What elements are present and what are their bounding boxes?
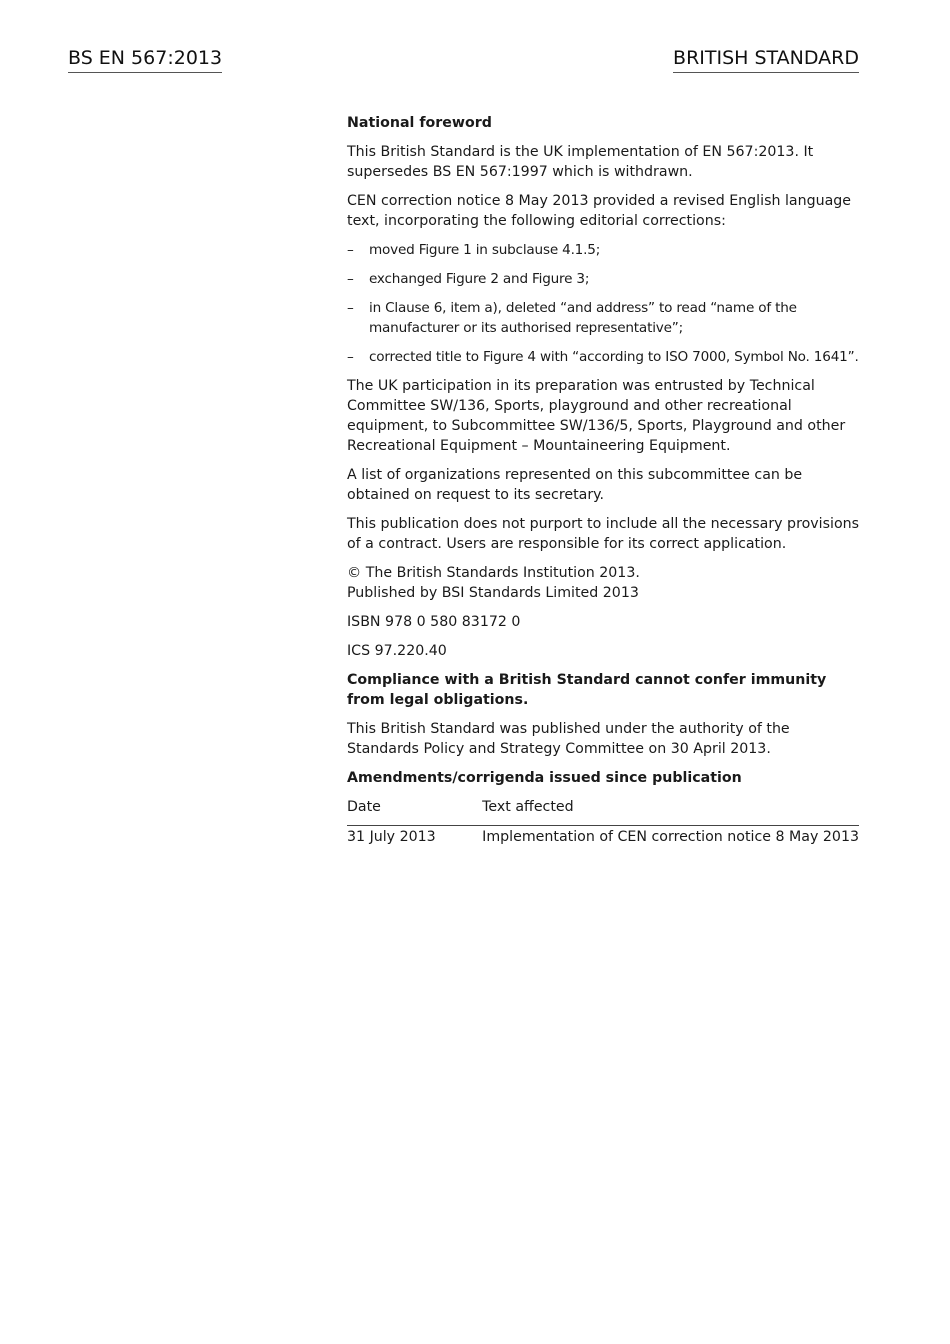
correction-intro-paragraph: CEN correction notice 8 May 2013 provided a revised English language text, incorporating the following editorial corrections: (347, 193, 852, 229)
date-column-header: Date (347, 797, 482, 826)
list-dash: – (347, 300, 354, 316)
list-item (347, 269, 862, 289)
authority-paragraph: This British Standard was published under the authority of the Standards Policy and Strategy Committee on 30 April 2013. (347, 721, 790, 757)
amendment-text-cell: Implementation of CEN correction notice 8 May 2013 (482, 829, 859, 845)
amendments-table (347, 797, 859, 847)
copyright-line: © The British Standards Institution 2013. (347, 565, 640, 581)
correction-text: exchanged Figure 2 and Figure 3; (369, 271, 590, 287)
publisher-line: Published by BSI Standards Limited 2013 (347, 585, 639, 601)
national-foreword-section (347, 113, 862, 847)
compliance-statement: Compliance with a British Standard cannot confer immunity from legal obligations. (347, 672, 827, 708)
standard-type-header: BRITISH STANDARD (673, 46, 859, 73)
text-affected-column-header: Text affected (482, 797, 859, 826)
correction-text: in Clause 6, item a), deleted “and address” to read “name of the manufacturer or its authorised representative”; (369, 300, 797, 336)
ics-line: ICS 97.220.40 (347, 643, 447, 659)
table-row (347, 826, 859, 848)
correction-text: corrected title to Figure 4 with “according to ISO 7000, Symbol No. 1641”. (369, 349, 859, 365)
isbn-line: ISBN 978 0 580 83172 0 (347, 614, 521, 630)
document-id-header: BS EN 567:2013 (68, 46, 222, 73)
list-item (347, 240, 862, 260)
list-dash: – (347, 349, 354, 365)
table-header-row (347, 797, 859, 826)
list-item (347, 298, 862, 338)
correction-text: moved Figure 1 in subclause 4.1.5; (369, 242, 601, 258)
committee-paragraph: The UK participation in its preparation was entrusted by Technical Committee SW/136, Sports, playground and other recreational equipment, to Subcommittee SW/136/5, Sports, Playground and other Recreational Equipment – Mountaineering Equipment. (347, 378, 846, 454)
list-dash: – (347, 271, 354, 287)
contract-paragraph: This publication does not purport to include all the necessary provisions of a contract. Users are responsible for its correct application. (347, 516, 860, 552)
foreword-intro-paragraph: This British Standard is the UK implementation of EN 567:2013. It supersedes BS EN 567:1997 which is withdrawn. (347, 144, 814, 180)
foreword-title: National foreword (347, 115, 492, 131)
list-item (347, 347, 862, 367)
organizations-paragraph: A list of organizations represented on this subcommittee can be obtained on request to its secretary. (347, 467, 803, 503)
list-dash: – (347, 242, 354, 258)
amendments-title: Amendments/corrigenda issued since publication (347, 770, 742, 786)
amendment-date-cell: 31 July 2013 (347, 829, 436, 845)
copyright-block (347, 563, 862, 603)
corrections-list (347, 240, 862, 367)
